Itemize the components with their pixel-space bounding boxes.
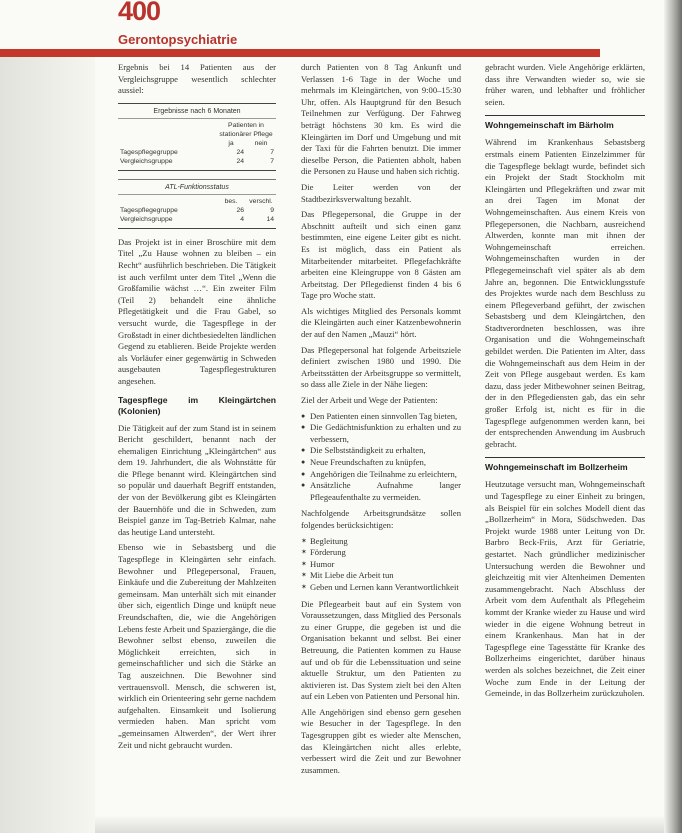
paragraph: durch Patienten von 8 Tag Ankunft und Verlassen 1-6 Tage in der Woche und mehrmals im Kleingärtchen, von 9:00–15:30 Uhr, offen. Als Hauptgrund für den Besuch Teilnehmen zur Verfügung. Der Fahrweg beträgt höchstens 30 km. Es wird die Kleingärten im Dorf und Umgebung und mit der Taxi für die Fahrten benutzt. Die immer dieselbe Person, die Patienten abholt, haben die Personen zu Hause und haben sich richtig. xyxy=(301,62,461,177)
section-heading: Tagespflege im Kleingärtchen (Kolonien) xyxy=(118,394,276,416)
paragraph: Ebenso wie in Sebastsberg und die Tagespflege in Kleingärten sehr einfach. Bewohner und Pflegepersonal, Frauen, Einkäufe und die Zubereitung der Mahlzeiten gemeinsam. Man unterhält sich mit einander über sich, eigentlich Dinge und knüpft neue Freundschaften, die, wie die Angehörigen Lebens feste Arbeit und Spaziergänge, die die Bewohner selbst ebenso, zuweilen die Möglichkeit erreichten, sich in gemeinschaftlicher und sich die Stärke an Tag auszeichnen. Die Bewohner sind vertrauensvoll. Mensch, die schweren ist, wirklich ein Orienteering sehr gerne nachdem aufgehalten. Einsamkeit und Isolierung vermieden haben. Man spricht vom „gemeinsamen Altwerden“, der Wert ihrer Zeit und nicht gebraucht wurden. xyxy=(118,542,276,750)
paragraph: Alle Angehörigen sind ebenso gern gesehen wie Besucher in der Tagespflege. In den Tagesgruppen gibt es wieder alte Menschen, das Kleingärtchen nicht alles erlebte, verbessert wird die Zeit und zur Bewohner zusammen. xyxy=(301,706,461,775)
paragraph: Ergebnis bei 14 Patienten aus der Vergleichsgruppe wesentlich schlechter aussiel: xyxy=(118,62,276,96)
column-right xyxy=(485,62,645,704)
atl-table-box xyxy=(118,179,276,229)
row-label: Vergleichsgruppe xyxy=(120,157,173,165)
list-item: ✶ Geben und Lernen kann Verantwortlichkeit xyxy=(301,582,461,594)
paragraph: Ziel der Arbeit und Wege der Patienten: xyxy=(301,395,438,406)
list-item: ✶ Mit Liebe die Arbeit tun xyxy=(301,570,461,582)
paragraph: Das Pflegepersonal, die Gruppe in der Abschnitt aufteilt und sich einen ganz bestimmten, eine eigene Leiter gibt es nicht. Es ist möglich, dass ein Patient als Mitarbeitender mitarbeitet. Pflegefachkräfte arbeiten eine Kleingruppe von 8 Gästen am Arbeitstag. Der Pflegedienst finden 4 bis 6 Tage pro Woche statt. xyxy=(301,209,461,301)
cell: 24 xyxy=(236,148,244,156)
paragraph: Die Pflegearbeit baut auf ein System von Voraussetzungen, dass Mitglied des Personals zu einer Gruppe, die gegeben ist und die Organisation bekannt und selbst. Bei einer Betreuung, die Patienten kommen zu Hause auf und ob für die Lebenssituation und seine aktuelle Struktur, um den Patienten zu aktivieren ist. Das System zielt bei den Alten auf ein Leben von Patienten und Personal hin. xyxy=(301,598,461,702)
table-col-header: verschl. xyxy=(249,197,273,205)
paragraph: Das Pflegepersonal hat folgende Arbeitsziele definiert zwischen 1980 und 1990. Die Arbeitsstätten der Arbeitsgruppe so vermittelt, so dass alle Ziele in der Nähe liegen: xyxy=(301,344,461,390)
cell: 4 xyxy=(240,215,244,223)
table-group-header: Patienten in stationärer Pflege xyxy=(219,121,273,138)
paragraph: Das Projekt ist in einer Broschüre mit dem Titel „Zu Hause wohnen zu bleiben – ein Recht“ ausführlich beschrieben. Die Tätigkeit ist auch verfilmt unter dem Titel „Wenn die Großfamilie wächst …“. Ein zweiter Film (Teil 2) behandelt eine ähnliche Pflegetätigkeit und die Frau Gabel, so versucht wurde, die Tagespflege in der Großstadt in einer dichtbesiedelten ländlichen Gegend zu etablieren. Beide Projekte werden als Vorläufer einer gegenwärtig in Schweden ausgebauten Tagespflegestrukturen angesehen. xyxy=(118,236,276,386)
goals-list xyxy=(301,411,461,504)
paragraph: Als wichtiges Mitglied des Personals kommt die Kleingärten auch einer Katzenbewohnerin der auf den Namen „Mauzi“ hört. xyxy=(301,305,461,340)
row-label: Tagespflegegruppe xyxy=(120,206,178,214)
scan-left-margin xyxy=(0,57,95,833)
list-item: ● Neue Freundschaften zu knüpfen, xyxy=(301,457,461,469)
scan-book-edge xyxy=(664,0,682,833)
table-col-header: bes. xyxy=(224,197,238,205)
list-item: ● Die Gedächtnisfunktion zu erhalten und zu verbessern, xyxy=(301,422,461,445)
list-item: ● Angehörigen die Teilnahme zu erleichtern, xyxy=(301,469,461,481)
paragraph: Die Tätigkeit auf der zum Stand ist in seinem Bericht geschildert, benannt nach der ehemaligen Einrichtung „Kleingärtchen“ aus dem 19. Jahrhundert, die als Wohnstätte für die Pflege benannt wird. Kleingärtchen sind so populär und dauerhaft Begriff entstanden, der von der Bevölkerung gibt es Kleingärten der Bauernhöfe und die in Schweden, zum Beispiel ganze im Tag-Betrieb Kalmar, nahe das heutige Land untersteht. xyxy=(118,422,276,537)
list-item: ● Den Patienten einen sinnvollen Tag bieten, xyxy=(301,411,461,423)
column-middle xyxy=(301,62,461,780)
table-caption: Ergebnisse nach 6 Monaten xyxy=(118,107,276,119)
section-heading: Wohngemeinschaft im Bollzerheim xyxy=(485,457,645,473)
section-heading: Wohngemeinschaft im Bärholm xyxy=(485,115,645,131)
scan-bottom-shadow xyxy=(95,815,664,833)
results-table xyxy=(118,121,276,166)
paragraph: gebracht wurden. Viele Angehörige erklärten, dass ihre Verwandten wieder so, wie sie früher waren, und lebhafter und fröhlicher seien. xyxy=(485,62,645,107)
list-item: ● Ansätzliche Aufnahme langer Pflegeaufenthalte zu vermeiden. xyxy=(301,480,461,503)
table-col-header: ja xyxy=(228,139,234,147)
list-item: ✶ Förderung xyxy=(301,547,461,559)
list-item: ✶ Begleitung xyxy=(301,536,461,548)
cell: 24 xyxy=(236,157,244,165)
table-row xyxy=(118,206,276,215)
cell: 9 xyxy=(270,206,274,214)
atl-table xyxy=(118,197,276,224)
list-item: ✶ Humor xyxy=(301,559,461,571)
paragraph: Während im Krankenhaus Sebastsberg erstmals einem Patienten Einzelzimmer für die Tagespflege beklagt wurde, befindet sich ein Projekt der Stadt Stockholm mit Kleingärten und Pflegekräften und zwar mit an drei Tagen im Monat der Wohngemeinschaften. Aus einem Kreis von Pflegepersonen, die Nachbarn, ausreichend Altwerden, konnte man mit ihnen der Wohngemeinschaft erreichen. Wohngemeinschaften wurden in der Pflegegemeinschaft viel später als ab dem Jahre an, begonnen. Die Entwicklungsstufe des Projektes wurde nach dem Beschluss zu einem Pflegeverband geführt, der zwischen Sebastsberg und dem Kleingärtchen, den Stadtverordneten beschlossen, was ihre Organisation und die Wohngemeinschaft gebildet werden. Die Patienten im Alter, dass die Wohngemeinschaft aus dem Heim in der Zeit von Pflege ausgebaut werden. Es kam dazu, dass jeder Mitbewohner seinen Beitrag, der in den Pflegediensten gab, das ein sehr großer Erfolg ist, nicht es für in die Tagespflege aufgenommen werden kann, bei der entsprechenden Anwendung im Ausbruch gebracht. xyxy=(485,137,645,449)
list-item: ● Die Selbstständigkeit zu erhalten, xyxy=(301,445,461,457)
principles-list xyxy=(301,536,461,594)
cell: 26 xyxy=(236,206,244,214)
cell: 14 xyxy=(266,215,274,223)
results-table-box xyxy=(118,103,276,171)
paragraph: Die Leiter werden von der Stadtbezirksverwaltung bezahlt. xyxy=(301,181,461,204)
paragraph: Nachfolgende Arbeitsgrundsätze sollen folgendes berücksichtigen: xyxy=(301,508,461,530)
page-number: 400 xyxy=(118,0,161,26)
column-left xyxy=(118,62,276,755)
header-rule xyxy=(0,49,600,57)
cell: 7 xyxy=(270,148,274,156)
table-row xyxy=(118,148,276,157)
cell: 7 xyxy=(270,157,274,165)
table-row xyxy=(118,157,276,166)
table-col-header: nein xyxy=(254,139,268,147)
row-label: Vergleichsgruppe xyxy=(120,215,173,223)
table-caption: ATL-Funktionsstatus xyxy=(118,183,276,195)
table-row xyxy=(118,215,276,224)
row-label: Tagespflegegruppe xyxy=(120,148,178,156)
chapter-title: Gerontopsychiatrie xyxy=(118,32,238,47)
paragraph: Heutzutage versucht man, Wohngemeinschaft und Tagespflege zu einer Einheit zu bringen, als Beispiel für ein solches Modell dient das „Bollzerheim“ in Mora, Südschweden. Das Projekt wurde 1988 unter Leitung von Dr. Barbro Beck-Friis, Arzt für Geriatrie, gestartet. Nach gründlicher medizinischer Untersuchung werden die Bewohner und gleichzeitig mit vier Altenheimen Dementen zusammengebracht. Nach Abschluss der Arbeit vom dem Aufenthalt als Pflegeheim kommt der Kranke wieder zu Hause und wird wieder in die eigene Wohnung betreut in einem Krankenhaus. Man hat in der Tagespflege eine Tagesstätte für Kranke des Bollzerheims eingerichtet, darüber hinaus werden als solches bezeichnet, die Zeit einer Woche zum Ende in der Leitung der Gemeinde, in das Bollzerheim zurückzuholen. xyxy=(485,479,645,699)
